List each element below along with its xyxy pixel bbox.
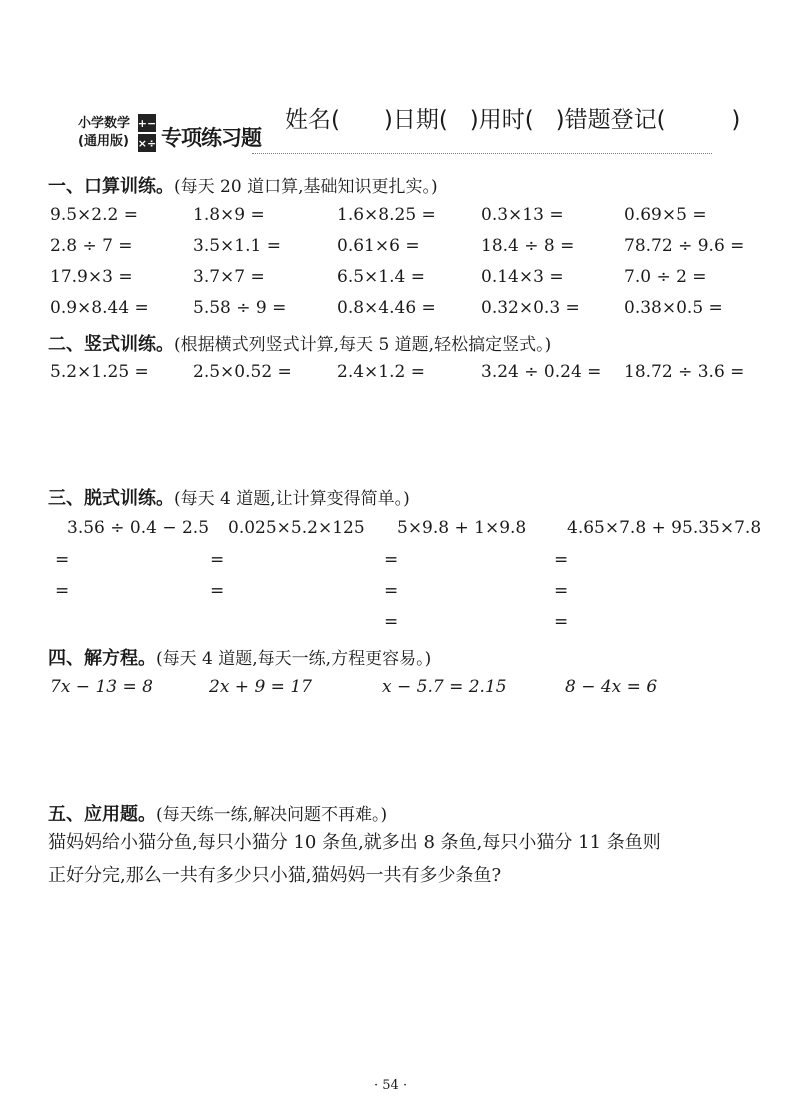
oral-problem: 9.5×2.2 =	[50, 205, 138, 225]
equation: 8 − 4x = 6	[565, 677, 658, 697]
section-heading: 三、脱式训练。	[48, 488, 174, 509]
brand-edition: (通用版)	[78, 134, 129, 149]
stepwise-problem: 3.56 ÷ 0.4 − 2.5	[67, 518, 210, 538]
oral-problem: 0.32×0.3 =	[481, 298, 580, 318]
oral-problem: 5.58 ÷ 9 =	[193, 298, 287, 318]
vertical-problem: 18.72 ÷ 3.6 =	[624, 362, 745, 382]
equals-mark: =	[210, 550, 225, 570]
vertical-problem: 3.24 ÷ 0.24 =	[481, 362, 602, 382]
oral-problem: 18.4 ÷ 8 =	[481, 236, 575, 256]
student-info-line: 姓名( )日期( )用时( )错题登记( )	[285, 107, 741, 133]
section-note: (每天 4 道题,让计算变得简单。)	[174, 489, 410, 509]
brand-subject: 小学数学	[78, 116, 131, 131]
oral-problem: 0.61×6 =	[337, 236, 420, 256]
stepwise-problem: 0.025×5.2×125	[228, 518, 365, 538]
section-heading: 二、竖式训练。	[48, 334, 174, 355]
oral-problem: 3.7×7 =	[193, 267, 265, 287]
times-divide-icon: ×÷	[138, 134, 156, 152]
equals-mark: =	[55, 550, 70, 570]
section-heading: 五、应用题。	[48, 804, 156, 825]
section-3-title	[48, 484, 410, 510]
section-heading: 一、口算训练。	[48, 176, 174, 197]
oral-problem: 2.8 ÷ 7 =	[50, 236, 133, 256]
oral-problem: 7.0 ÷ 2 =	[624, 267, 707, 287]
word-problem-line: 猫妈妈给小猫分鱼,每只小猫分 10 条鱼,就多出 8 条鱼,每只小猫分 11 条鱼则	[48, 832, 661, 853]
equals-mark: =	[554, 612, 569, 632]
section-note: (每天练一练,解决问题不再难。)	[156, 805, 388, 825]
equation: 7x − 13 = 8	[50, 677, 153, 697]
oral-problem: 0.14×3 =	[481, 267, 564, 287]
brand-title: 专项练习题	[161, 126, 261, 150]
oral-problem: 1.8×9 =	[193, 205, 265, 225]
section-4-title	[48, 644, 431, 670]
oral-problem: 78.72 ÷ 9.6 =	[624, 236, 745, 256]
equals-mark: =	[554, 550, 569, 570]
oral-problem: 0.38×0.5 =	[624, 298, 723, 318]
equals-mark: =	[384, 550, 399, 570]
oral-problem: 0.9×8.44 =	[50, 298, 149, 318]
plus-minus-icon: +−	[138, 114, 156, 132]
equals-mark: =	[554, 581, 569, 601]
section-note: (每天 20 道口算,基础知识更扎实。)	[174, 177, 438, 197]
oral-problem: 3.5×1.1 =	[193, 236, 281, 256]
equals-mark: =	[55, 581, 70, 601]
vertical-problem: 2.5×0.52 =	[193, 362, 292, 382]
equals-mark: =	[210, 581, 225, 601]
oral-problem: 0.69×5 =	[624, 205, 707, 225]
oral-problem: 6.5×1.4 =	[337, 267, 425, 287]
section-note: (根据横式列竖式计算,每天 5 道题,轻松搞定竖式。)	[174, 335, 552, 355]
section-2-title	[48, 330, 551, 356]
stepwise-problem: 5×9.8 + 1×9.8	[397, 518, 527, 538]
vertical-problem: 2.4×1.2 =	[337, 362, 425, 382]
section-heading: 四、解方程。	[48, 648, 156, 669]
equals-mark: =	[384, 612, 399, 632]
equation: x − 5.7 = 2.15	[382, 677, 507, 697]
equals-mark: =	[384, 581, 399, 601]
header-divider	[252, 153, 712, 154]
oral-problem: 0.8×4.46 =	[337, 298, 436, 318]
oral-problem: 0.3×13 =	[481, 205, 564, 225]
vertical-problem: 5.2×1.25 =	[50, 362, 149, 382]
page-number: · 54 ·	[374, 1078, 408, 1093]
oral-problem: 1.6×8.25 =	[337, 205, 436, 225]
word-problem-line: 正好分完,那么一共有多少只小猫,猫妈妈一共有多少条鱼?	[48, 865, 502, 886]
oral-problem: 17.9×3 =	[50, 267, 133, 287]
section-5-title	[48, 800, 387, 826]
section-1-title	[48, 172, 438, 198]
stepwise-problem: 4.65×7.8 + 95.35×7.8	[567, 518, 762, 538]
section-note: (每天 4 道题,每天一练,方程更容易。)	[156, 649, 432, 669]
equation: 2x + 9 = 17	[209, 677, 312, 697]
